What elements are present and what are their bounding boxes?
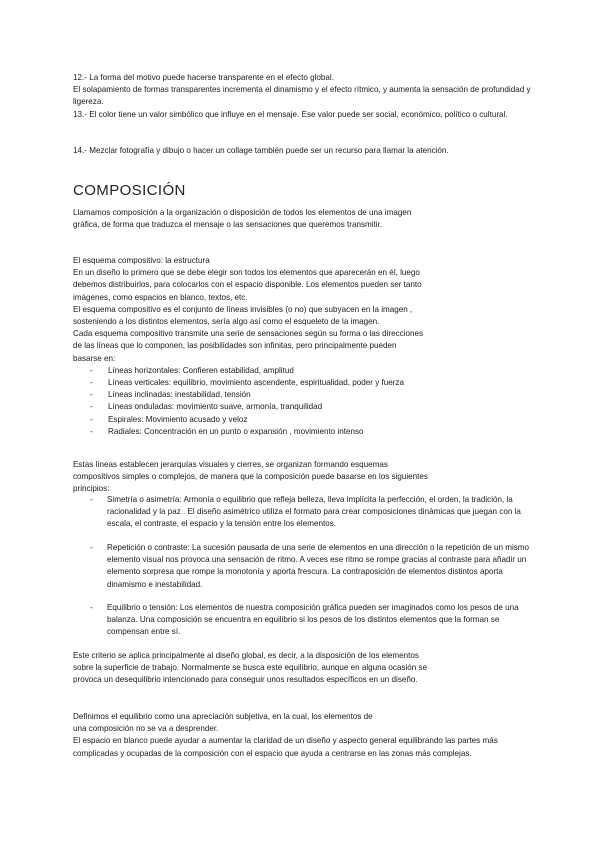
criterio-text: Este criterio se aplica principalmente al diseño global, es decir, a la disposición de los elementos sobre la superficie de trabajo. Normalmente se busca este equilibrio, aunque en alguna ocasión se provoca un desequilibrio intencionado para conseguir unos resultados específicos en un diseño. (73, 651, 428, 685)
jerarquias-paragraph (73, 459, 429, 496)
esquema-p3: Cada esquema compositivo transmite una serie de sensaciones según su forma o las direcciones de las líneas que lo componen, las posibilidades son infinitas, pero principalmente pueden basarse en: (73, 329, 424, 363)
esquema-block (73, 255, 425, 438)
line-types-list (73, 365, 425, 438)
jerarquias-text: Estas líneas establecen jerarquías visuales y cierres, se organizan formando esquemas compositivos simples o complejos, de manera que la composición puede basarse en los siguientes principios: (73, 460, 428, 494)
list-item: - Líneas onduladas: movimiento suave, armonía, tranquilidad (73, 401, 425, 413)
principle-equilibrio (90, 602, 540, 639)
dash-bullet: - (90, 543, 93, 552)
item-12-detail: El solapamiento de formas transparentes incrementa el dinamismo y el efecto rítmico, y aumenta la sensación de profundidad y ligereza. (73, 85, 531, 107)
dash-bullet: - (90, 495, 93, 504)
intro-paragraph (73, 207, 425, 231)
item-14: 14.- Mezclar fotografía y dibujo o hacer un collage también puede ser un recurso para llamar la atención. (73, 146, 449, 155)
esquema-p1: En un diseño lo primero que se debe elegir son todos los elementos que aparecerán en él, luego debemos distribuirlos, para colocarlos con el espacio disponible. Los elementos pueden ser tanto imágenes, como espacios en blanco, textos, etc. (73, 268, 422, 302)
criterio-paragraph (73, 650, 429, 687)
item-13: 13.- El color tiene un valor simbólico que influye en el mensaje. Ese valor puede ser social, económico, político o cultural. (73, 109, 508, 119)
list-item: - Líneas verticales: equilibrio, movimiento ascendente, espiritualidad, poder y fuerza (73, 377, 425, 389)
final-p2: El espacio en blanco puede ayudar a aumentar la claridad de un diseño y aspecto general equilibrando las partes más complicadas y ocupadas de la composición con el espacio que ayuda a centrarse en las zonas más complejas. (73, 736, 498, 758)
principle-repeticion (90, 542, 540, 591)
intro-list-block (73, 72, 543, 121)
section-heading: COMPOSICIÓN (73, 182, 186, 199)
intro-text: Llamamos composición a la organización o disposición de todos los elementos de una imagen gráfica, de forma que traduzca el mensaje o las sensaciones que queremos transmitir. (73, 208, 412, 230)
final-p1: Definimos el equilibrio como una apreciación subjetiva, en la cual, los elementos de una composición no se va a desprender. (73, 712, 373, 734)
principle-text: Repetición o contraste: La sucesión pausada de una serie de elementos en una dirección o la repetición de un mismo elemento visual nos provoca una sensación de ritmo. A veces ese ritmo se rompe gracias al contraste para añadir un elemento sorpresa que rompe la monotonía y aporta frescura. La contraposición de elementos distintos aporta dinamismo e inestabilidad. (107, 543, 530, 589)
list-item: - Espirales: Movimiento acusado y veloz (73, 414, 425, 426)
esquema-p2: El esquema compositivo es el conjunto de líneas invisibles (o no) que subyacen en la imagen , sosteniendo a los distintos elementos, sería algo así como el esqueleto de la imagen. (73, 304, 413, 327)
list-item: - Líneas horizontales: Confieren estabilidad, amplitud (73, 365, 425, 377)
item-12: 12.- La forma del motivo puede hacerse transparente en el efecto global. (73, 73, 334, 82)
final-block (73, 711, 543, 760)
principle-text: Simetría o asimetría: Armonía o equilibrio que refleja belleza, lleva implícita la perfección, el orden, la tradición, la racionalidad y la paz . El diseño asimétrico utiliza el formato para crear composiciones dinámicas que juegan con la escala, el contraste, el espacio y la tensión entre los elementos. (107, 495, 521, 529)
list-item: - Radiales: Concentración en un punto o expansión , movimiento intenso (73, 426, 425, 438)
esquema-title: El esquema compositivo: la estructura (73, 256, 210, 265)
dash-bullet: - (90, 603, 93, 612)
principle-simetria (90, 494, 540, 531)
list-item: - Líneas inclinadas: inestabilidad, tensión (73, 389, 425, 401)
principle-text: Equilibrio o tensión: Los elementos de nuestra composición gráfica pueden ser imaginados como los pesos de una balanza. Una composición se encuentra en equilibrio si los pesos de los distintos elementos que la forman se compensan entre sí. (107, 603, 519, 637)
item-14-block (73, 145, 543, 157)
